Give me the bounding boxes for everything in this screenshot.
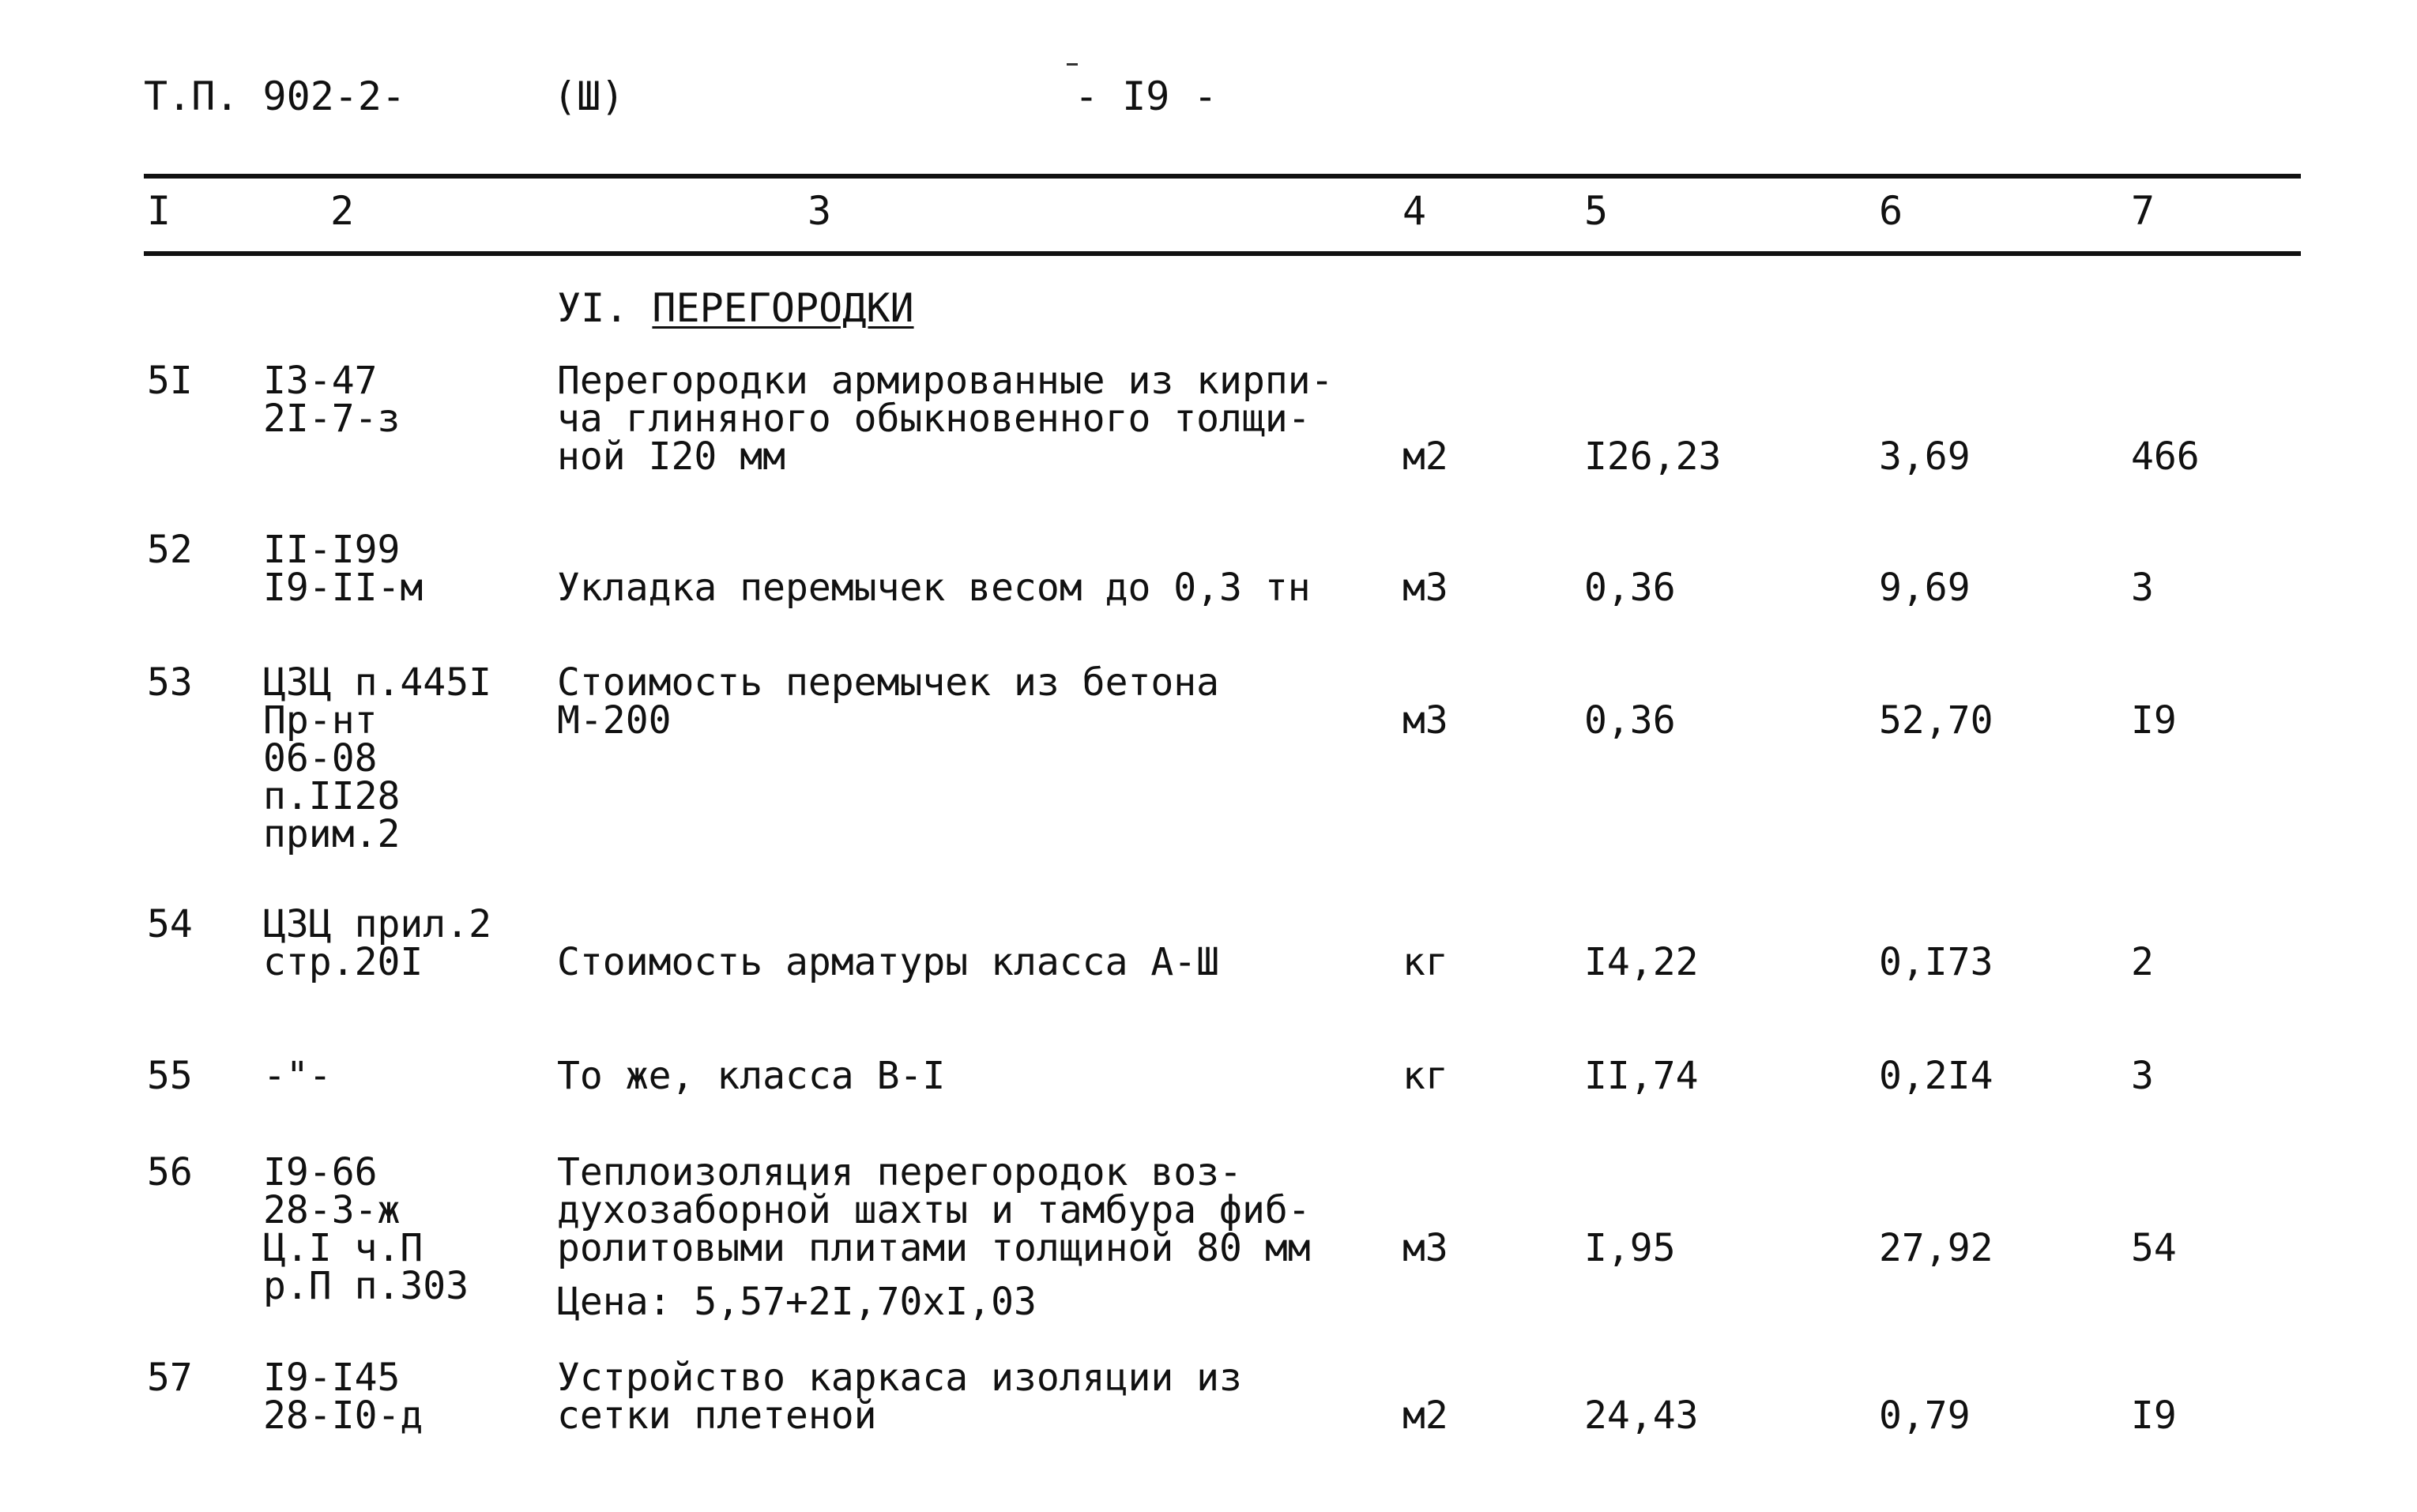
row-quantity: 0,36 (1584, 566, 1676, 610)
row-quantity: II,74 (1584, 1054, 1699, 1098)
row-description: Укладка перемычек весом до 0,3 тн (557, 566, 1311, 610)
row-description: Стоимость арматуры класса А-Ш (557, 940, 1220, 984)
row-number: 55 (147, 1054, 193, 1098)
row-total: 2 (2131, 940, 2154, 984)
column-number-4: 4 (1402, 188, 1427, 234)
section-title-text: ПЕРЕГОРОДКИ (652, 285, 914, 331)
section-title-prefix: УI. (557, 285, 629, 331)
row-code: ЦЗЦ п.445I Пр-нт 06-08 п.II28 прим.2 (263, 660, 491, 856)
row-code: II-I99 I9-II-м (263, 528, 424, 610)
column-number-6: 6 (1879, 188, 1903, 234)
row-total: I9 (2131, 698, 2177, 743)
row-unit: кг (1402, 1054, 1448, 1098)
row-description: Стоимость перемычек из бетона М-200 (557, 660, 1220, 743)
row-quantity: I,95 (1584, 1226, 1676, 1270)
margin-dash-mark (1067, 63, 1078, 66)
row-code: I9-66 28-3-ж Ц.I ч.П р.П п.303 (263, 1150, 469, 1308)
volume-mark: (Ш) (553, 73, 625, 119)
table-header-rule (144, 251, 2301, 256)
column-number-2: 2 (330, 188, 355, 234)
column-number-1: I (147, 188, 171, 234)
row-price: 3,69 (1879, 434, 1971, 479)
row-unit: кг (1402, 940, 1448, 984)
page-number: - I9 - (1075, 73, 1218, 119)
row-code: ЦЗЦ прил.2 стр.20I (263, 902, 491, 984)
row-unit: м2 (1402, 1394, 1448, 1438)
document-code: Т.П. 902-2- (144, 73, 406, 119)
row-price-note: Цена: 5,57+2I,70xI,03 (557, 1280, 1037, 1324)
row-quantity: 0,36 (1584, 698, 1676, 743)
row-price: 52,70 (1879, 698, 1993, 743)
row-code: I3-47 2I-7-з (263, 359, 401, 441)
row-number: 54 (147, 902, 193, 946)
column-number-5: 5 (1584, 188, 1609, 234)
row-unit: м3 (1402, 566, 1448, 610)
row-total: 3 (2131, 1054, 2154, 1098)
row-price: 0,79 (1879, 1394, 1971, 1438)
row-total: 3 (2131, 566, 2154, 610)
table-top-rule (144, 174, 2301, 179)
row-total: 54 (2131, 1226, 2177, 1270)
row-number: 53 (147, 660, 193, 705)
row-unit: м2 (1402, 434, 1448, 479)
row-number: 5I (147, 359, 193, 403)
row-unit: м3 (1402, 698, 1448, 743)
row-price: 0,I73 (1879, 940, 1993, 984)
row-price: 0,2I4 (1879, 1054, 1993, 1098)
row-number: 52 (147, 528, 193, 572)
column-number-7: 7 (2131, 188, 2155, 234)
row-description: То же, класса В-I (557, 1054, 946, 1098)
row-code: -"- (263, 1054, 332, 1098)
row-unit: м3 (1402, 1226, 1448, 1270)
row-number: 57 (147, 1356, 193, 1400)
row-quantity: 24,43 (1584, 1394, 1699, 1438)
row-price: 27,92 (1879, 1226, 1993, 1270)
row-description: Устройство каркаса изоляции из сетки плетеной (557, 1356, 1242, 1438)
row-total: I9 (2131, 1394, 2177, 1438)
row-quantity: I4,22 (1584, 940, 1699, 984)
row-description: Перегородки армированные из кирпи- ча глиняного обыкновенного толщи- ной I20 мм (557, 359, 1334, 479)
row-total: 466 (2131, 434, 2200, 479)
row-code: I9-I45 28-I0-д (263, 1356, 424, 1438)
row-price: 9,69 (1879, 566, 1971, 610)
column-number-3: 3 (808, 188, 832, 234)
section-title (557, 284, 914, 332)
row-description: Теплоизоляция перегородок воз- духозаборной шахты и тамбура фиб- ролитовыми плитами толщиной 80 мм (557, 1150, 1311, 1270)
row-number: 56 (147, 1150, 193, 1194)
row-quantity: I26,23 (1584, 434, 1722, 479)
